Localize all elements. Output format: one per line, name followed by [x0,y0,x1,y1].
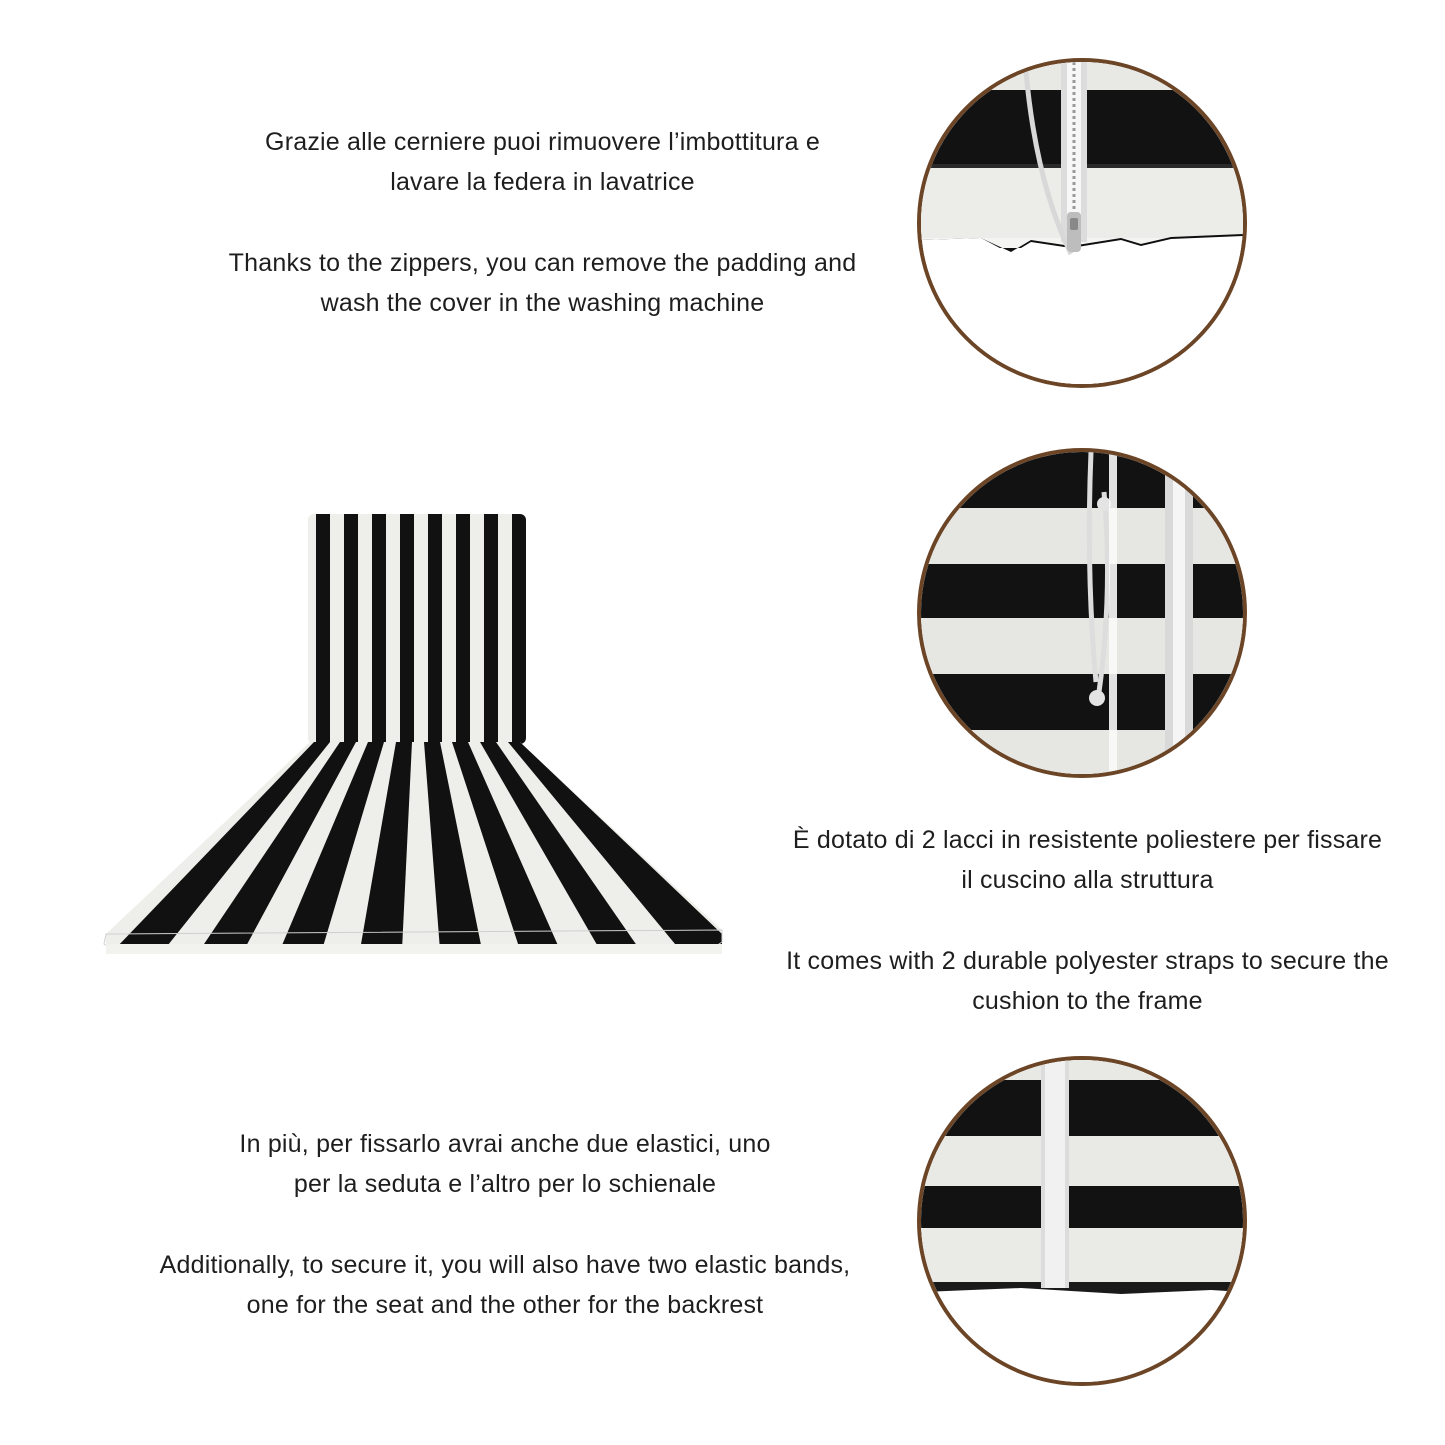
straps-text-it-line1: È dotato di 2 lacci in resistente poliestere per fissare [792,826,1383,854]
zipper-text-en-line1: Thanks to the zippers, you can remove the padding and [228,249,857,277]
elastic-text-it-line2: per la seduta e l’altro per lo schienale [293,1170,717,1198]
straps-text-en-line1: It comes with 2 durable polyester straps to secure the [786,947,1389,975]
lounger-cushion-icon [100,510,730,970]
elastic-text-en-line2: one for the seat and the other for the backrest [246,1291,764,1319]
zipper-detail-photo [917,58,1247,388]
zipper-text-it-line1: Grazie alle cerniere puoi rimuovere l’imbottitura e [265,128,820,156]
elastic-text-en-line1: Additionally, to secure it, you will also have two elastic bands, [159,1251,851,1279]
zipper-text-en-line2: wash the cover in the washing machine [320,289,765,317]
zipper-description [190,122,895,323]
straps-text-it-line2: il cuscino alla struttura [961,866,1214,894]
elastic-detail-photo [917,1056,1247,1386]
zipper-text-it-line2: lavare la federa in lavatrice [390,168,695,196]
elastic-description [110,1124,900,1325]
striped-lounger-cushion-photo [100,510,730,975]
elastic-band-icon [921,1060,1243,1382]
straps-text-en-line2: cushion to the frame [972,987,1203,1015]
strap-icon [921,452,1243,774]
strap-detail-photo [917,448,1247,778]
straps-description [745,820,1430,1021]
zipper-icon [921,62,1243,384]
elastic-text-it-line1: In più, per fissarlo avrai anche due elastici, uno [239,1130,771,1158]
